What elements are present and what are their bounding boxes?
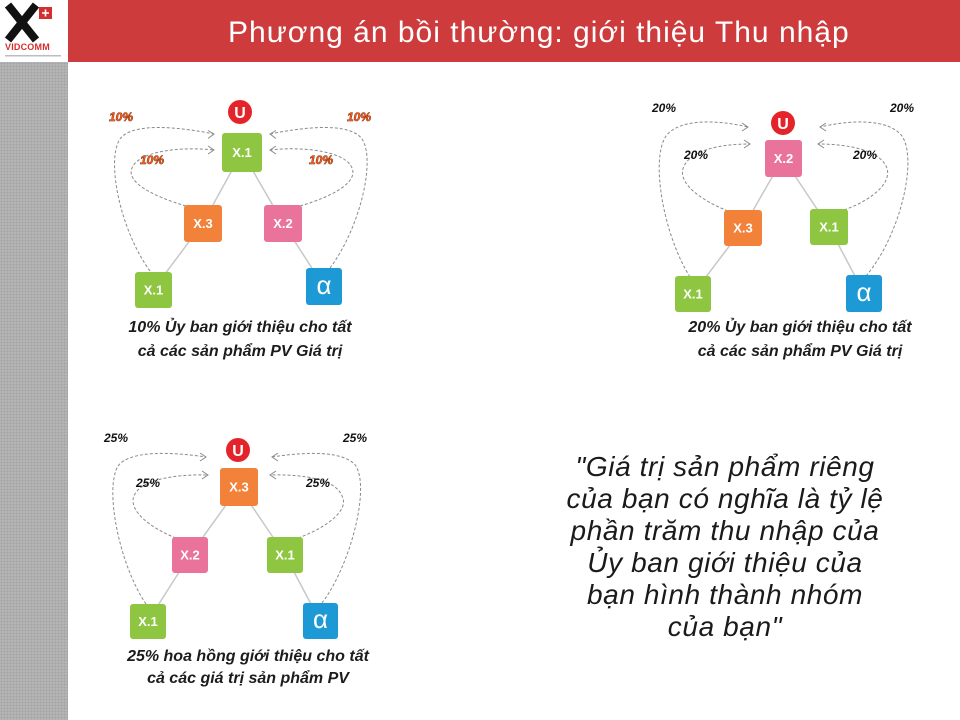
caption-line: 20% Ủy ban giới thiệu cho tất (688, 319, 912, 336)
node-bottom-right (303, 603, 338, 639)
alpha-icon: α (312, 604, 329, 634)
logo-text: VIDCOMM (5, 42, 50, 52)
quote-line: Ủy ban giới thiệu của (587, 547, 863, 578)
logo-mark (0, 0, 68, 62)
sidebar-stripe (0, 62, 68, 720)
node-top-label: X.3 (229, 479, 249, 495)
node-bottom-left (675, 276, 711, 312)
node-mid-left (172, 537, 208, 573)
alpha-icon: α (856, 277, 872, 307)
caption-line: 10% Ủy ban giới thiệu cho tất (128, 319, 352, 336)
node-mid-left-label: X.3 (733, 220, 753, 236)
node-bottom-left-label: X.1 (138, 614, 158, 629)
header-bar (68, 0, 960, 62)
node-mid-left-label: X.2 (180, 547, 200, 563)
arrow-head (742, 123, 748, 131)
node-mid-left (184, 205, 222, 242)
percent-label-inner-left: 10% (139, 153, 165, 167)
percent-label-outer-right: 20% (889, 101, 915, 115)
quote-line: phần trăm thu nhập của (570, 515, 880, 546)
percent-label-inner-right: 25% (305, 476, 331, 490)
quote-line: "Giá trị sản phẩm riêng (575, 451, 875, 482)
node-bottom-right (306, 268, 342, 305)
logo-tagline-bar (5, 55, 61, 57)
node-mid-right (810, 209, 848, 245)
quote-block (555, 451, 895, 643)
caption-line: cả các giá trị sản phẩm PV (147, 670, 349, 687)
arrow-head (208, 131, 214, 139)
node-mid-right-label: X.2 (273, 216, 293, 231)
quote-line: của bạn có nghĩa là tỷ lệ (566, 483, 884, 514)
arrow-head (820, 123, 826, 131)
node-top (220, 468, 258, 506)
dashed-arrow-outer-left (115, 128, 214, 272)
node-top (765, 140, 802, 177)
percent-label-outer-right: 25% (342, 431, 368, 445)
node-bottom-right (846, 275, 882, 312)
node-bottom-left-label: X.1 (683, 286, 703, 302)
alpha-icon: α (316, 270, 332, 300)
percent-label-inner-right: 10% (308, 153, 334, 167)
node-mid-left-label: X.3 (193, 216, 213, 231)
diagram-caption (98, 646, 398, 690)
node-bottom-left (135, 272, 172, 308)
arrow-head (270, 131, 276, 139)
diagram-25-percent (92, 425, 382, 647)
arrow-head (200, 453, 206, 461)
diagram-caption (90, 316, 390, 364)
badge-label: U (234, 105, 246, 122)
percent-label-inner-right: 20% (852, 148, 878, 162)
node-bottom-left (130, 604, 166, 639)
percent-label-inner-left: 25% (135, 476, 161, 490)
quote-line: bạn hình thành nhóm (586, 579, 864, 610)
quote-line: của bạn" (667, 611, 783, 642)
node-mid-right (264, 205, 302, 242)
arrow-head (272, 453, 278, 461)
node-bottom-left-label: X.1 (143, 282, 164, 298)
diagram-caption (650, 316, 950, 364)
logo (0, 0, 68, 62)
diagram-10-percent (95, 95, 385, 317)
node-top-label: X.2 (773, 151, 794, 166)
diagram-20-percent (645, 95, 935, 320)
percent-label-outer-left: 10% (108, 110, 134, 124)
badge-label: U (232, 443, 244, 460)
percent-label-inner-left: 20% (683, 148, 709, 162)
caption-line: cả các sản phẩm PV Giá trị (697, 343, 903, 360)
node-mid-left (724, 210, 762, 246)
node-top (222, 133, 262, 172)
dashed-arrow-outer-left (659, 122, 748, 277)
caption-line: cả các sản phẩm PV Giá trị (137, 343, 343, 360)
percent-label-outer-right: 10% (346, 110, 372, 124)
percent-label-outer-left: 20% (651, 101, 677, 115)
page-title: Phương án bồi thường: giới thiệu Thu nhập (228, 16, 850, 49)
percent-label-outer-left: 25% (103, 431, 129, 445)
node-top-label: X.1 (232, 145, 252, 160)
badge-label: U (777, 116, 789, 133)
node-mid-right (267, 537, 303, 573)
caption-line: 25% hoa hồng giới thiệu cho tất (127, 648, 369, 665)
node-mid-right-label: X.1 (275, 547, 295, 563)
node-mid-right-label: X.1 (819, 219, 839, 235)
